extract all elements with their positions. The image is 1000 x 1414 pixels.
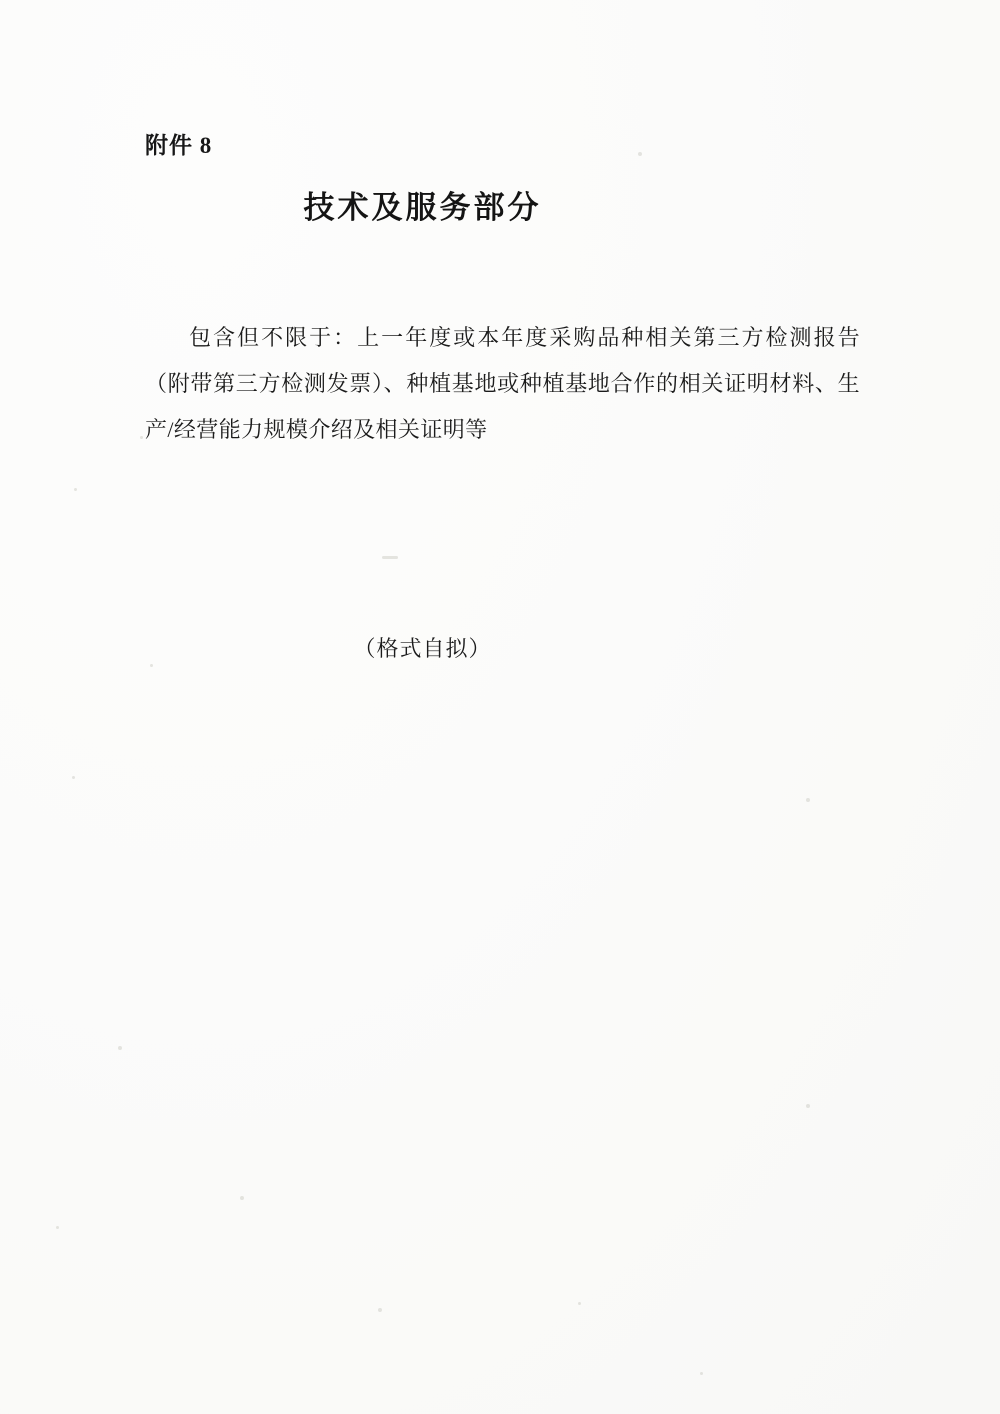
scan-speck: [578, 1302, 581, 1305]
format-note: （格式自拟）: [353, 636, 492, 662]
document-content: [145, 130, 860, 663]
scan-speck: [56, 1226, 59, 1229]
scan-speck: [140, 436, 143, 439]
attachment-label: 附件 8: [145, 133, 213, 158]
scan-speck: [150, 664, 153, 667]
scan-speck: [72, 776, 75, 779]
scan-speck: [74, 488, 77, 491]
body-paragraph: 包含但不限于：上一年度或本年度采购品种相关第三方检测报告（附带第三方检测发票）、种植基地或种植基地合作的相关证明材料、生产/经营能力规模介绍及相关证明等: [145, 325, 860, 442]
scan-speck: [118, 1046, 122, 1050]
scan-speck: [378, 1308, 382, 1312]
scan-speck: [700, 1372, 703, 1375]
scan-speck: [806, 798, 810, 802]
scan-speck: [806, 1104, 810, 1108]
scan-speck: [240, 1196, 244, 1200]
page-title: 技术及服务部分: [303, 190, 542, 226]
